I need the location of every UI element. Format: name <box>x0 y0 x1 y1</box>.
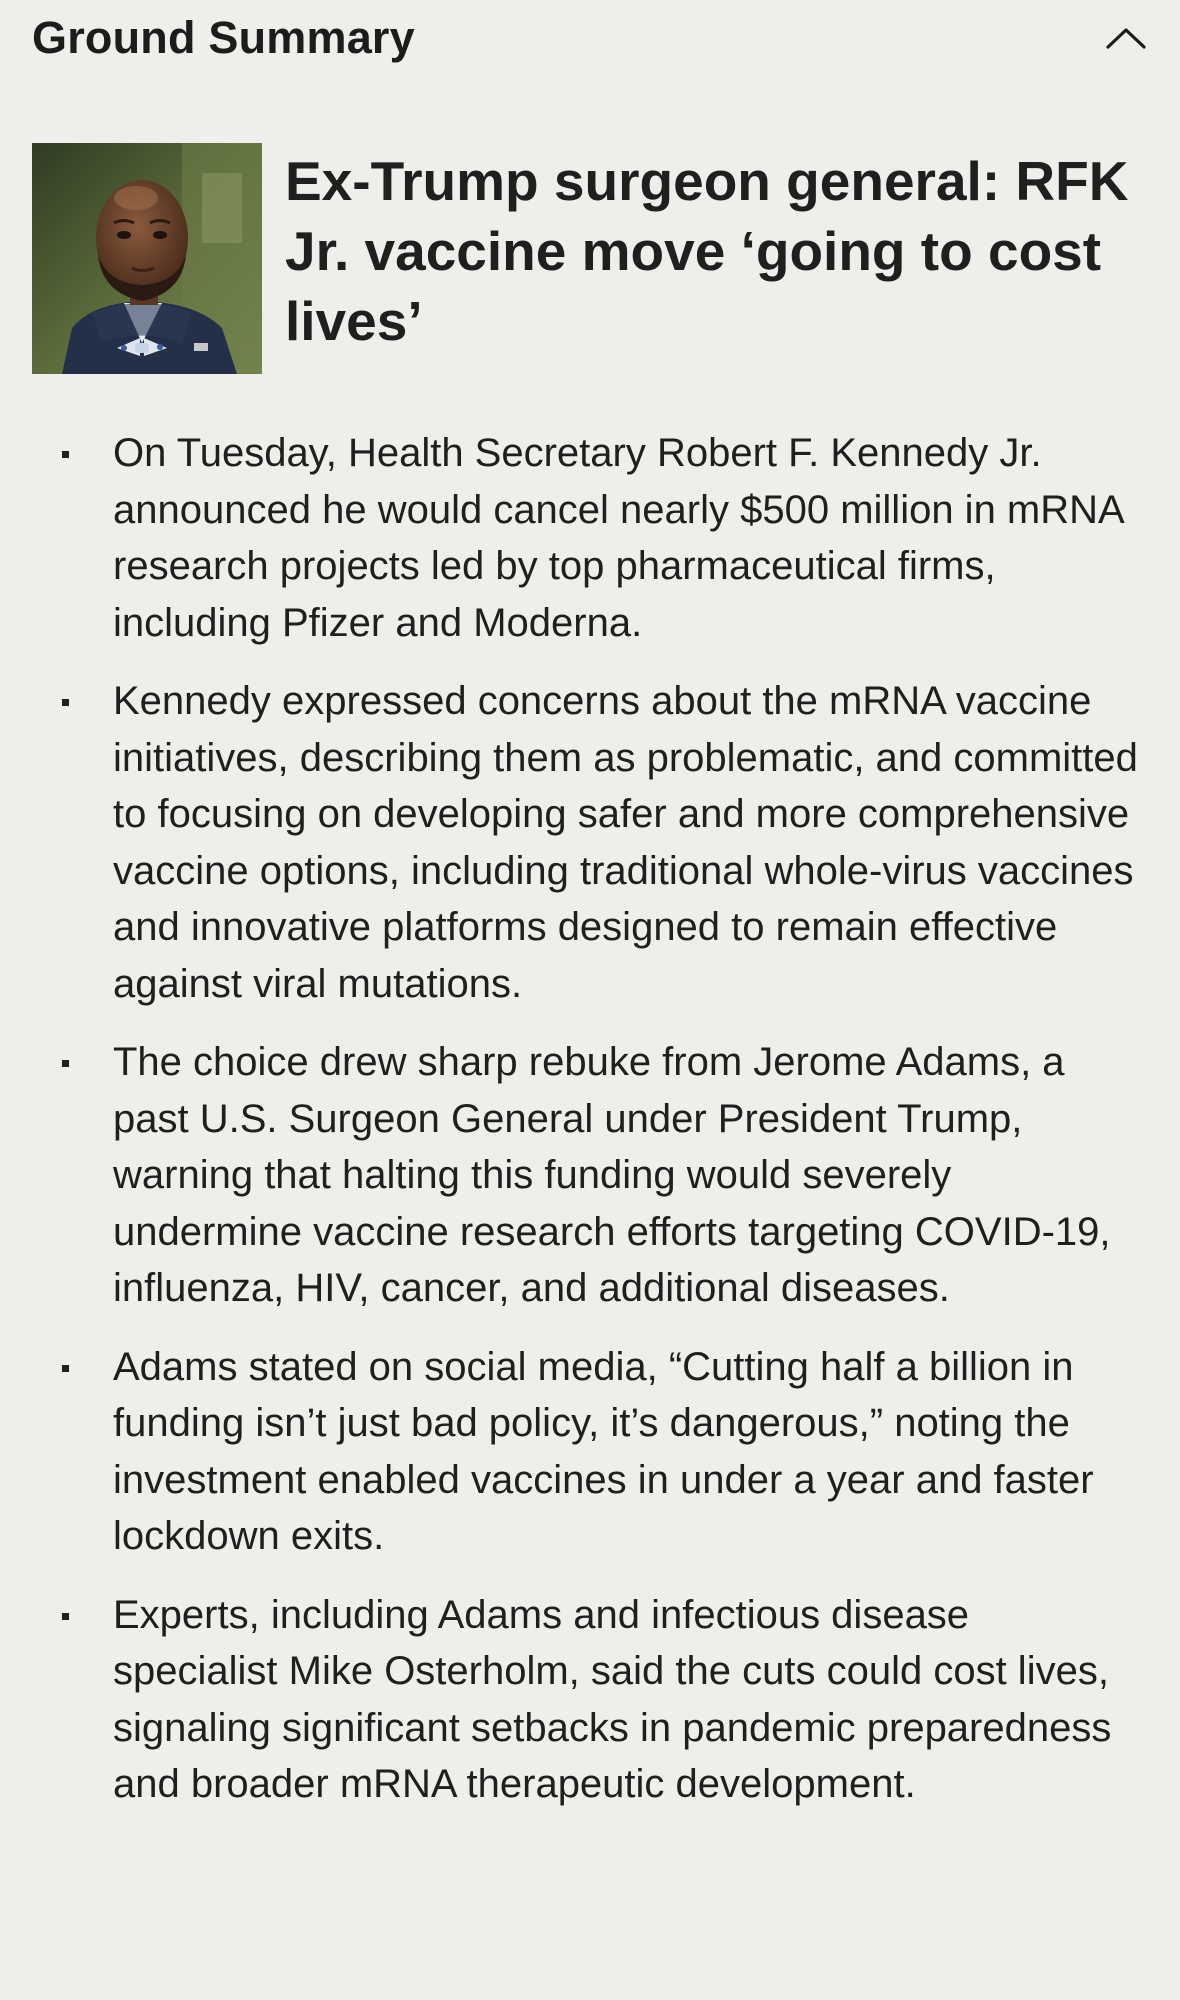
chevron-up-icon <box>1104 25 1148 51</box>
article-card[interactable] <box>32 143 1148 374</box>
summary-title: Ground Summary <box>32 12 415 63</box>
article-thumbnail[interactable] <box>32 143 262 374</box>
bullet-text: Experts, including Adams and infectious disease specialist Mike Osterholm, said the cuts could cost lives, signaling significant setbacks in pandemic preparedness and broader mRNA therapeutic development. <box>113 1592 1112 1806</box>
bullet-square-icon <box>62 699 69 706</box>
bullet-item <box>0 1034 1180 1317</box>
bullet-square-icon <box>62 1613 69 1620</box>
summary-header[interactable] <box>32 0 1148 76</box>
collapse-button[interactable] <box>1098 10 1154 66</box>
portrait-photo-icon <box>32 143 262 374</box>
bullet-item <box>0 1339 1180 1565</box>
bullet-square-icon <box>62 1365 69 1372</box>
bullet-item <box>0 1587 1180 1813</box>
bullet-square-icon <box>62 1060 69 1067</box>
summary-bullet-list <box>0 425 1180 1835</box>
bullet-text: Adams stated on social media, “Cutting half a billion in funding isn’t just bad policy, it’s dangerous,” noting the investment enabled vaccines in under a year and faster lockdown exits. <box>113 1344 1094 1558</box>
bullet-item <box>0 425 1180 651</box>
bullet-item <box>0 673 1180 1012</box>
bullet-text: On Tuesday, Health Secretary Robert F. Kennedy Jr. announced he would cancel nearly $500 million in mRNA research projects led by top pharmaceutical firms, including Pfizer and Moderna. <box>113 431 1123 645</box>
bullet-square-icon <box>62 451 69 458</box>
bullet-text: The choice drew sharp rebuke from Jerome Adams, a past U.S. Surgeon General under President Trump, warning that halting this funding would severely undermine vaccine research efforts targeting COVID-19, influenza, HIV, cancer, and additional diseases. <box>113 1040 1111 1310</box>
bullet-text: Kennedy expressed concerns about the mRNA vaccine initiatives, describing them as problematic, and committed to focusing on developing safer and more comprehensive vaccine options, including traditional whole-virus vaccines and innovative platforms designed to remain effective against viral mutations. <box>113 679 1138 1006</box>
article-headline[interactable]: Ex-Trump surgeon general: RFK Jr. vaccine move ‘going to cost lives’ <box>285 150 1129 352</box>
